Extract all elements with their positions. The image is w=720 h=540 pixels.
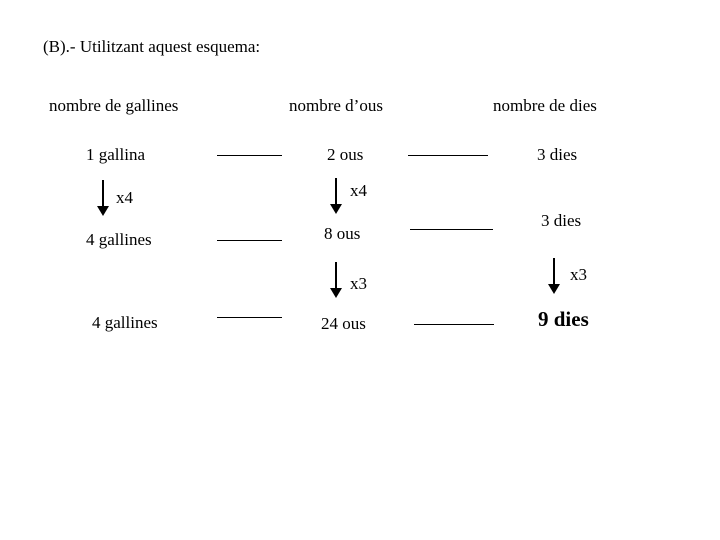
row1-hens: 1 gallina [86,145,146,164]
eggs-factor-label: x3 [350,274,367,293]
intro-text: (B).- Utilitzant aquest esquema: [43,37,261,56]
eggs-factor-label: x4 [350,181,367,200]
days-factor-label: x3 [570,265,587,284]
row1-eggs: 2 ous [327,145,364,164]
connector-line [217,317,282,318]
down-arrow-icon [548,258,560,294]
header-days: nombre de dies [493,96,597,115]
connector-line [217,240,282,241]
row1-days: 3 dies [537,145,578,164]
row2-days: 3 dies [541,211,582,230]
hens-factor-label: x4 [116,188,133,207]
connector-line [217,155,282,156]
header-hens: nombre de gallines [49,96,179,115]
connector-line [410,229,493,230]
down-arrow-icon [97,180,109,216]
row3-hens: 4 gallines [92,313,158,332]
row2-hens: 4 gallines [86,230,152,249]
connector-line [408,155,488,156]
header-eggs: nombre d’ous [289,96,383,115]
row2-eggs: 8 ous [324,224,361,243]
down-arrow-icon [330,178,342,214]
connector-line [414,324,494,325]
down-arrow-icon [330,262,342,298]
row3-days-result: 9 dies [538,307,589,331]
row3-eggs: 24 ous [321,314,366,333]
